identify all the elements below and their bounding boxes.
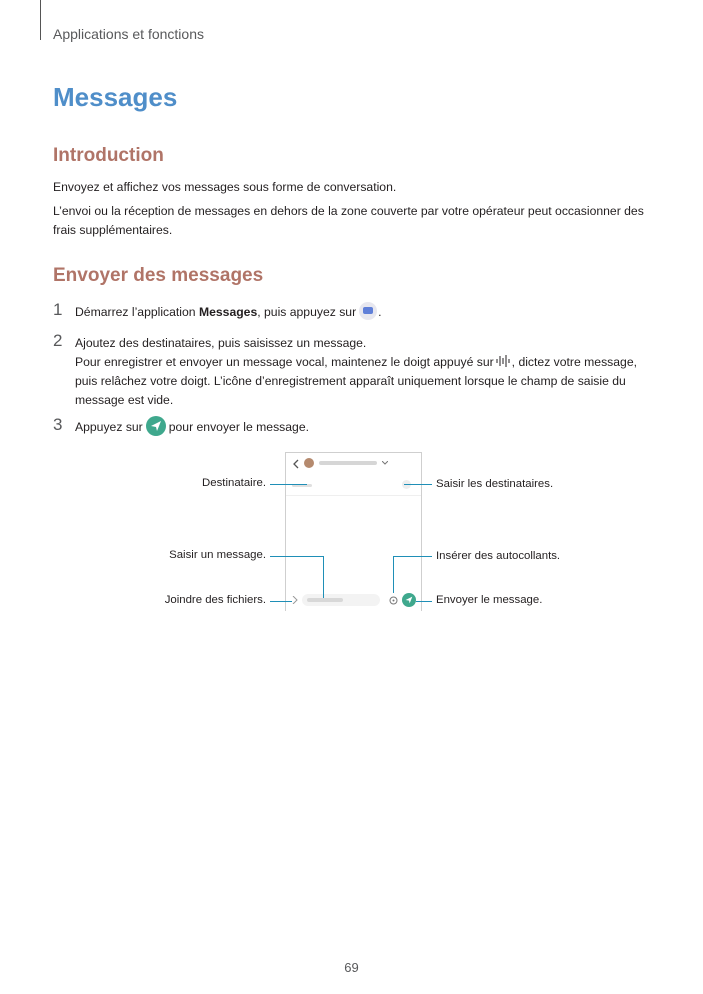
step-1-end: .: [378, 305, 382, 319]
leader-line-stickers-v: [393, 556, 394, 593]
leader-line-attach: [270, 601, 292, 602]
step-number-2: 2: [53, 331, 63, 350]
messages-screen-illustration: [285, 452, 422, 611]
message-input-placeholder: [307, 598, 343, 602]
step-1-text: [75, 303, 382, 322]
leader-line-stickers-h: [393, 556, 432, 557]
intro-paragraph-2: L’envoi ou la réception de messages en dehors de la zone couverte par votre opérateur peut occasionner des frais supplémentaires.: [53, 204, 644, 237]
running-header: Applications et fonctions: [53, 26, 204, 42]
header-rule: [40, 0, 41, 40]
step-3-pre: Appuyez sur: [75, 420, 143, 434]
step-2-line-1: Ajoutez des destinataires, puis saisissez un message.: [75, 336, 367, 350]
callout-input-recipients: Saisir les destinataires.: [436, 478, 554, 490]
send-button-illustration: [402, 593, 416, 607]
callout-recipient: Destinataire.: [202, 477, 266, 489]
leader-line-type-message-v: [323, 556, 324, 598]
step-1-post: , puis appuyez sur: [257, 305, 357, 319]
compose-icon: [359, 302, 377, 320]
introduction-heading: Introduction: [53, 145, 164, 166]
leader-line-type-message-h: [270, 556, 323, 557]
step-1-pre: Démarrez l’application: [75, 305, 199, 319]
callout-type-message: Saisir un message.: [169, 549, 266, 561]
conversation-title-placeholder: [319, 461, 377, 465]
step-2-line-2-post: , dictez votre message, puis relâchez votre doigt. L’icône d’enregistrement apparaît uniquement lorsque le champ de saisie du message est vide.: [75, 355, 637, 407]
leader-line-send: [416, 601, 432, 602]
send-icon: [146, 416, 166, 436]
callout-stickers: Insérer des autocollants.: [436, 550, 561, 562]
intro-paragraph-1: Envoyez et affichez vos messages sous forme de conversation.: [53, 180, 397, 194]
callout-send: Envoyer le message.: [436, 594, 543, 606]
avatar: [304, 458, 314, 468]
page-number: 69: [344, 960, 359, 975]
step-2-line-2-pre: Pour enregistrer et envoyer un message vocal, maintenez le doigt appuyé sur: [75, 355, 494, 369]
leader-line-recipient: [270, 484, 307, 485]
chevron-down-icon: [382, 461, 388, 465]
step-1-app-name: Messages: [198, 305, 258, 319]
step-number-3: 3: [53, 415, 63, 434]
leader-line-input-recipients: [404, 484, 432, 485]
step-3-text: [75, 418, 309, 437]
voice-record-icon: [495, 355, 511, 367]
step-2-text: [75, 334, 645, 410]
callout-attach: Joindre des fichiers.: [164, 594, 266, 606]
divider: [286, 495, 421, 496]
message-input-field: [302, 594, 380, 606]
sending-heading: Envoyer des messages: [53, 265, 264, 286]
step-3-post: pour envoyer le message.: [168, 420, 309, 434]
sticker-icon: [389, 596, 398, 605]
attach-icon: [292, 596, 298, 604]
page-title: Messages: [53, 82, 178, 112]
step-number-1: 1: [53, 300, 63, 319]
back-icon: [291, 459, 301, 469]
